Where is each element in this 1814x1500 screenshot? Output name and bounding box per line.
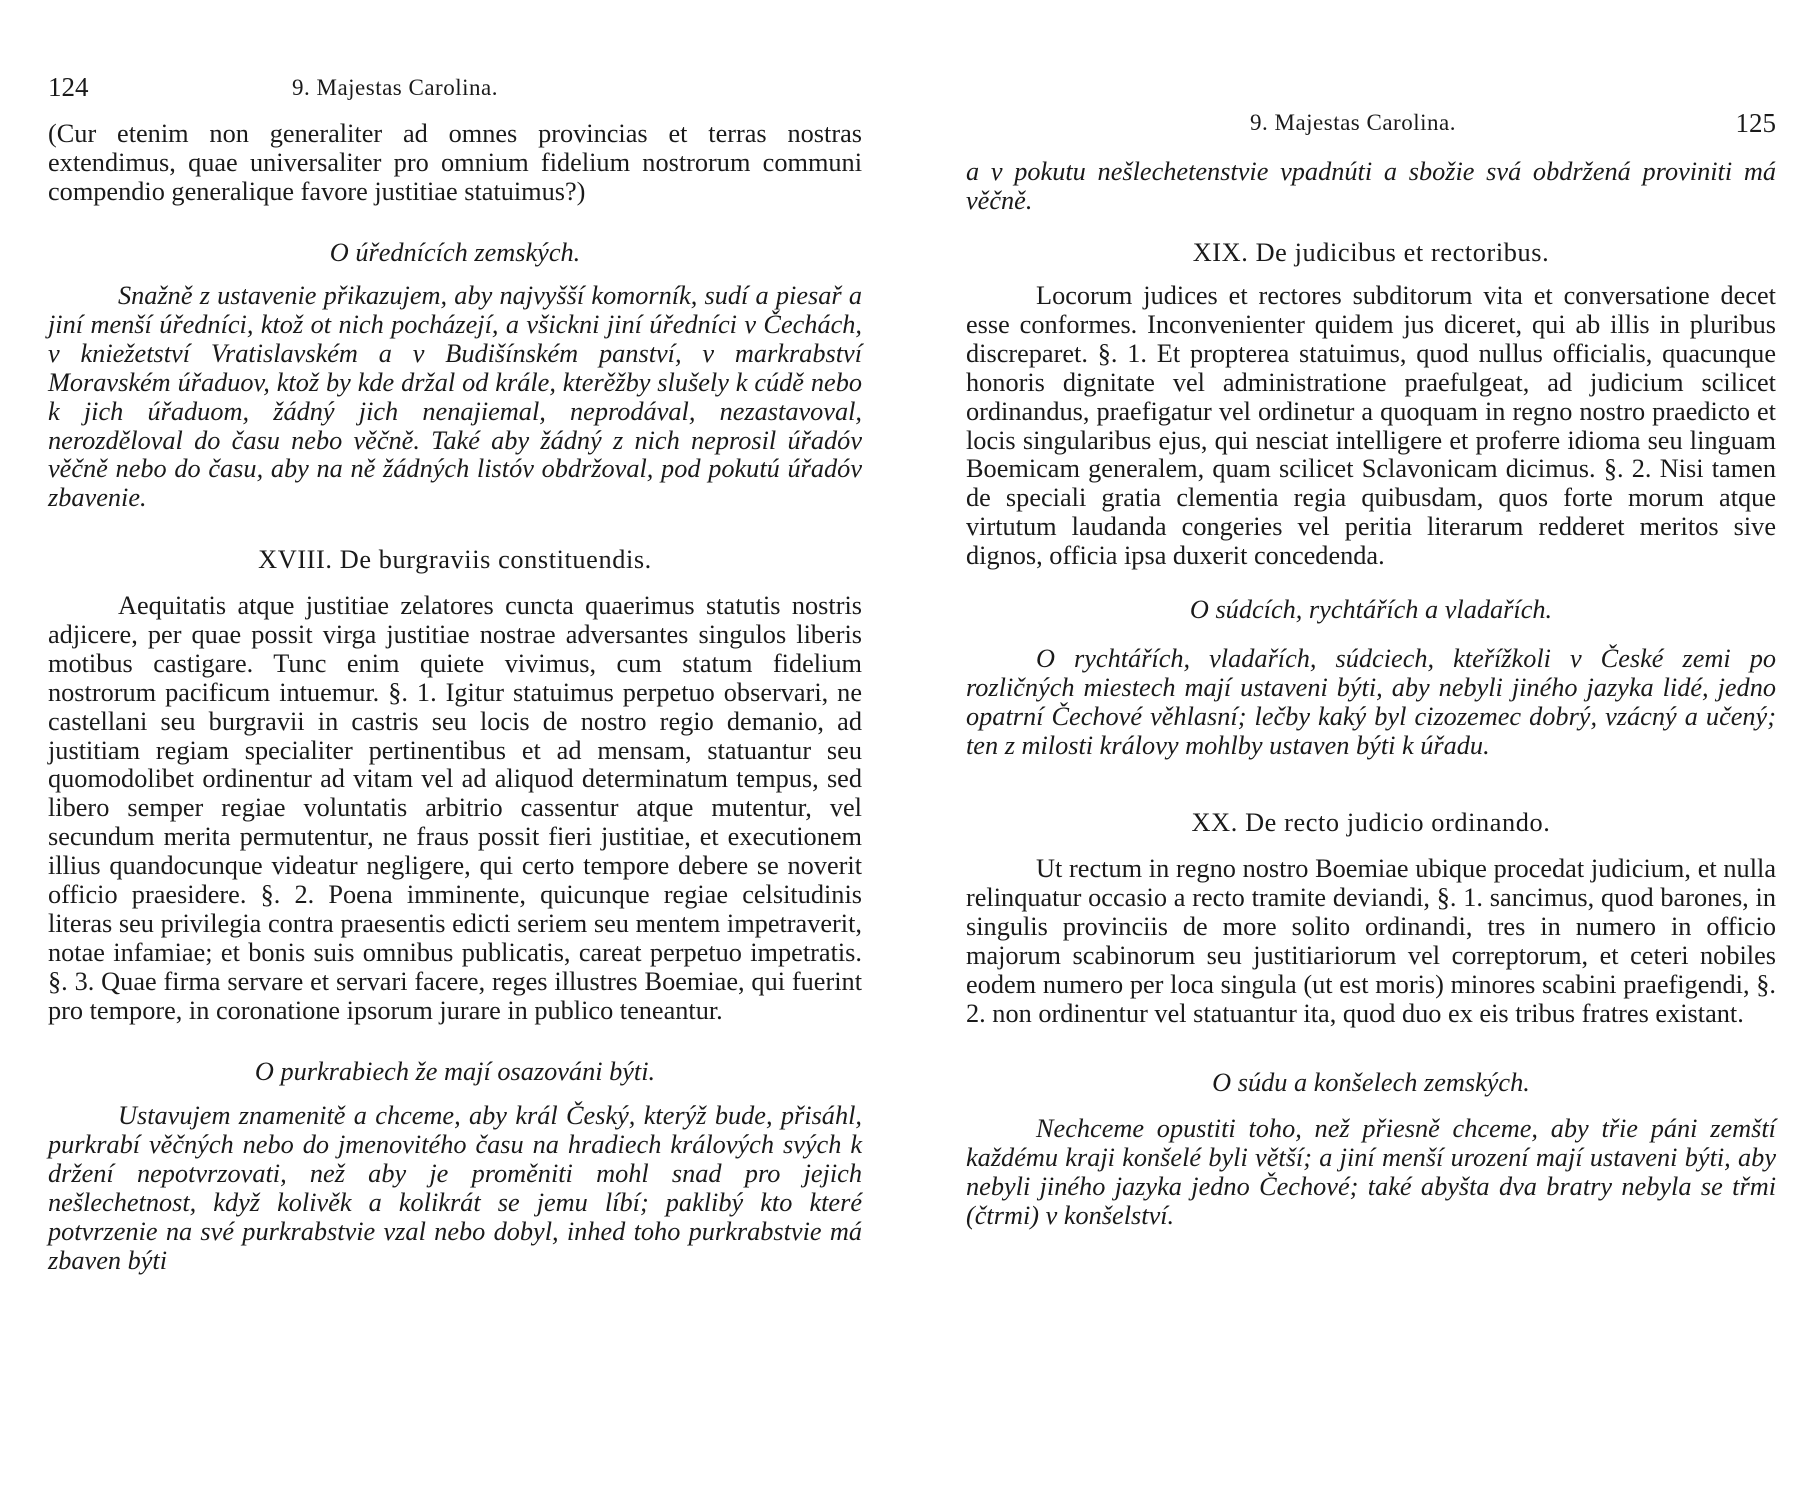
section-heading: XX. De recto judicio ordinando. (1191, 808, 1551, 837)
running-head: 9. Majestas Carolina. (292, 75, 498, 100)
czech-paragraph: Snažně z ustavenie přikazujem, aby najvyšší komorník, sudí a piesař a jiní menší úředníci, ktož ot nich pocházejí, a všickni jiní úředníci v Čechách, v kniežetství Vratislavském a v Budišínském panství, v markrabství Moravském úřaduov, ktož by kde držal od krále, kterěžby slušely k cúdě nebo k jich úřaduom, žádný jich nenajiemal, neprodával, nezastavoval, nerozděloval do času nebo věčně. Také aby žádný z nich neprosil úřadóv věčně nebo do času, aby na ně žádných listóv obdržoval, pod pokutú úřadóv zbavenie. (48, 281, 862, 513)
section-heading: XIX. De judicibus et rectoribus. (1192, 238, 1550, 267)
section-heading: O purkrabiech že mají osazováni býti. (254, 1057, 656, 1086)
latin-paragraph: Ut rectum in regno nostro Boemiae ubique procedat judicium, et nulla relinquatur occasio a recto tramite deviandi, §. 1. sancimus, quod barones, in singulis provinciis de more solito ordinandi, tres in numero in officio majorum scabinorum seu justitiariorum vel correptorum, et ceteri nobiles eodem numero per loca singula (ut est moris) minores scabini praefigendi, §. 2. non ordinentur vel statuantur ita, quod duo ex eis tribus fratres existant. (966, 854, 1776, 1028)
czech-paragraph: Nechceme opustiti toho, než přiesně chceme, aby třie páni zemští každému kraji konšelé byli větší; a jiní menší urození mají ustaveni býti, aby nebyli jiného jazyka jedno Čechové; také abyšta dva bratry nebyla se třmi (čtrmi) v konšelství. (966, 1114, 1776, 1230)
section-heading: O úřednících zemských. (329, 238, 581, 267)
page-number: 124 (48, 72, 89, 102)
section-heading: O súdu a konšelech zemských. (1212, 1068, 1530, 1097)
section-heading: O súdcích, rychtářích a vladařích. (1189, 595, 1553, 624)
latin-paragraph: Locorum judices et rectores subditorum vita et conversatione decet esse conformes. Inconvenienter quidem jus diceret, qui ab illis in pluribus discreparet. §. 1. Et propterea statuimus, quod nullus officialis, quacunque honoris dignitate vel administratione praefulgeat, ad judicium scilicet ordinandus, praefigatur vel ordinetur a quoquam in regno nostro praedicto et locis singularibus ejus, qui nesciat intelligere et proferre idioma seu linguam Boemicam generalem, quam scilicet Sclavonicam dicimus. §. 2. Nisi tamen de speciali gratia clementia regia quibusdam, quos forte morum atque virtutum laudanda congeries vel peritia literarum redderet meritos sive dignos, officia ipsa duxerit concedenda. (966, 281, 1776, 571)
intro-latin-paragraph: (Cur etenim non generaliter ad omnes provincias et terras nostras extendimus, quae universaliter pro omnium fidelium nostrorum communi compendio generalique favore justitiae statuimus?) (48, 119, 862, 206)
latin-paragraph: Aequitatis atque justitiae zelatores cuncta quaerimus statutis nostris adjicere, per quae possit virga justitiae nostrae adversantes singulos liberis motibus castigare. Tunc enim quiete vivimus, cum statum fidelium nostrorum pacificum intuemur. §. 1. Igitur statuimus perpetuo observari, ne castellani seu burgravii in castris seu locis de nostro regio demanio, ad justitiam regiam specialiter pertinentibus et ad mensam, statuantur seu quomodolibet ordinentur ad vitam vel ad aliquod determinatum tempus, sed libero semper regiae voluntatis arbitrio cassentur atque mutentur, vel secundum merita permutentur, ne fraus possit fieri justitiae, et executionem illius quandocunque videatur negligere, qui certo tempore debere se noverit officio praesidere. §. 2. Poena imminente, quicunque regiae celsitudinis literas seu privilegia contra praesentis edicti seriem seu mentem impetraverit, notae infamiae; et bonis suis omnibus publicatis, careat perpetuo impetratis. §. 3. Quae firma servare et servari facere, reges illustres Boemiae, qui fuerint pro tempore, in coronatione ipsorum jurare in publico teneantur. (48, 591, 862, 1025)
page-number: 125 (1735, 108, 1776, 138)
czech-paragraph: a v pokutu nešlechetenstvie vpadnúti a sbožie svá obdržená proviniti má věčně. (966, 157, 1776, 215)
running-head: 9. Majestas Carolina. (1250, 110, 1456, 135)
czech-paragraph: Ustavujem znamenitě a chceme, aby král Český, kterýž bude, přisáhl, purkrabí věčných nebo do jmenovitého času na hradiech králových svých k držení nepotvrzovati, než aby je proměniti mohl snad pro jejich nešlechetnost, když kolivěk a kolikrát se jemu líbí; paklibý kto které potvrzenie na své purkrabstvie vzal nebo dobyl, inhed toho purkrabstvie má zbaven býti (48, 1101, 862, 1275)
section-heading: XVIII. De burgraviis constituendis. (258, 545, 652, 574)
czech-paragraph: O rychtářích, vladařích, súdciech, kteřížkoli v České zemi po rozličných miestech mají ustaveni býti, aby nebyli jiného jazyka lidé, jedno opatrní Čechové věhlasní; lečby kaký byl cizozemec dobrý, vzácný a učený; ten z milosti královy mohlby ustaven býti k úřadu. (966, 644, 1776, 760)
